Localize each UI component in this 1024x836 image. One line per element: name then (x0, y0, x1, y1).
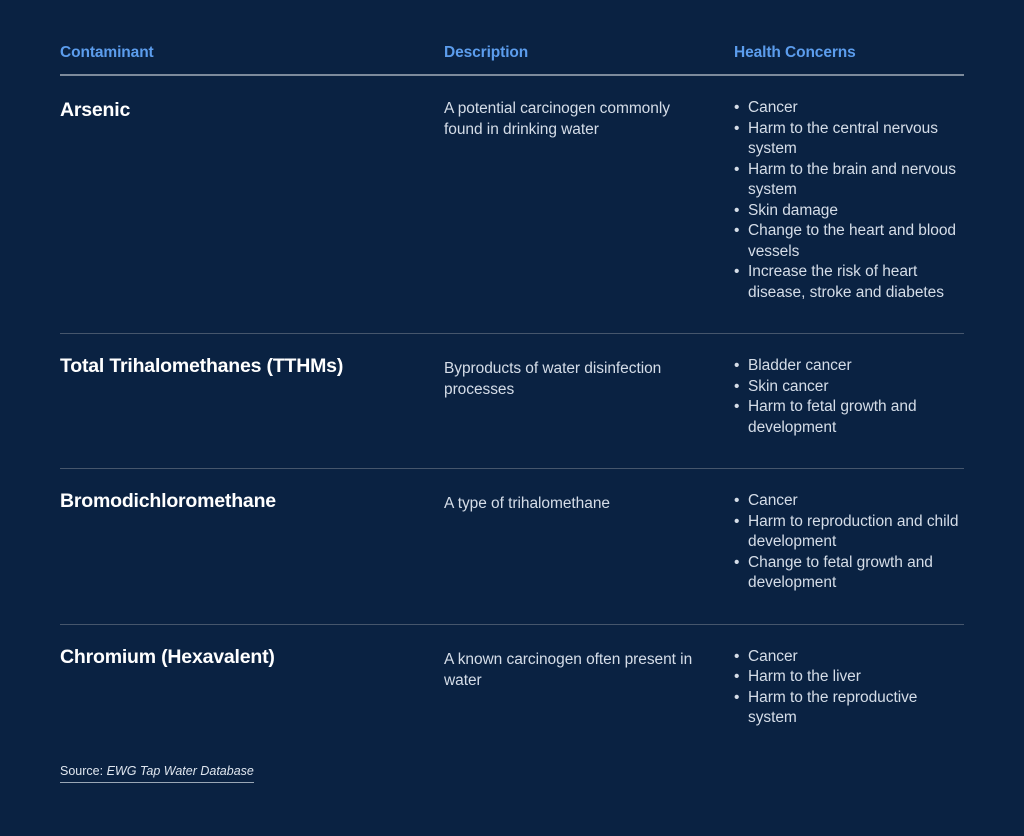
table-row (60, 334, 964, 469)
source-label: Source: (60, 764, 104, 778)
list-item (734, 491, 964, 512)
bullet-icon: • (734, 647, 740, 665)
list-item-label: Skin damage (748, 201, 838, 219)
list-item-label: Change to fetal growth and development (748, 553, 933, 591)
bullet-icon: • (734, 201, 740, 219)
bullet-icon: • (734, 263, 740, 280)
column-header-health-concerns: Health Concerns (730, 44, 964, 75)
cell-health-concerns (730, 334, 964, 469)
bullet-icon: • (734, 492, 740, 509)
health-concerns-list (734, 356, 964, 438)
health-concerns-list (734, 98, 964, 303)
list-item (734, 688, 964, 729)
list-item-label: Cancer (748, 647, 798, 665)
list-item (734, 356, 964, 377)
cell-description (442, 624, 730, 759)
bullet-icon: • (734, 357, 740, 374)
health-concerns-list (734, 647, 964, 729)
contaminant-name: Total Trihalomethanes (TTHMs) (60, 355, 344, 377)
list-item-label: Harm to the brain and nervous system (748, 160, 956, 198)
cell-health-concerns (730, 469, 964, 625)
contaminant-name: Bromodichloromethane (60, 490, 276, 512)
table-row (60, 75, 964, 334)
table-row (60, 624, 964, 759)
bullet-icon: • (734, 553, 740, 571)
description-text: A type of trihalomethane (444, 495, 610, 512)
list-item-label: Skin cancer (748, 377, 829, 395)
bullet-icon: • (734, 688, 740, 706)
list-item (734, 512, 964, 553)
description-text: A known carcinogen often present in water (444, 650, 693, 689)
bullet-icon: • (734, 377, 740, 395)
cell-contaminant (60, 469, 442, 625)
bullet-icon: • (734, 512, 740, 530)
cell-description (442, 334, 730, 469)
cell-contaminant (60, 624, 442, 759)
list-item-label: Change to the heart and blood vessels (748, 222, 956, 260)
table-container (60, 44, 964, 759)
list-item (734, 160, 964, 201)
column-header-contaminant: Contaminant (60, 44, 442, 75)
list-item (734, 667, 964, 688)
source-note (60, 763, 254, 783)
health-concerns-list (734, 491, 964, 594)
bullet-icon: • (734, 160, 740, 178)
list-item (734, 397, 964, 438)
bullet-icon: • (734, 99, 740, 116)
cell-description (442, 469, 730, 625)
list-item-label: Harm to the liver (748, 668, 861, 685)
bullet-icon: • (734, 668, 740, 685)
source-link[interactable]: EWG Tap Water Database (106, 764, 254, 778)
list-item (734, 377, 964, 398)
list-item-label: Cancer (748, 99, 798, 116)
list-item-label: Bladder cancer (748, 357, 852, 374)
bullet-icon: • (734, 398, 740, 415)
description-text: Byproducts of water disinfection processes (444, 360, 662, 398)
list-item-label: Harm to fetal growth and development (748, 398, 917, 436)
list-item (734, 201, 964, 222)
table-body (60, 75, 964, 759)
cell-health-concerns (730, 624, 964, 759)
bullet-icon: • (734, 119, 740, 137)
contaminant-name: Chromium (Hexavalent) (60, 645, 275, 668)
table-row (60, 469, 964, 625)
list-item-label: Harm to reproduction and child development (748, 512, 959, 550)
list-item (734, 647, 964, 668)
cell-description (442, 75, 730, 334)
list-item-label: Increase the risk of heart disease, stroke and diabetes (748, 263, 944, 301)
contaminants-table (60, 44, 964, 759)
list-item (734, 98, 964, 119)
list-item (734, 262, 964, 303)
cell-contaminant (60, 334, 442, 469)
description-text: A potential carcinogen commonly found in drinking water (444, 100, 670, 138)
list-item-label: Cancer (748, 492, 798, 509)
table-header (60, 44, 964, 75)
list-item-label: Harm to the central nervous system (748, 119, 938, 157)
list-item (734, 553, 964, 594)
list-item (734, 221, 964, 262)
list-item (734, 119, 964, 160)
cell-contaminant (60, 75, 442, 334)
cell-health-concerns (730, 75, 964, 334)
contaminant-name: Arsenic (60, 99, 131, 121)
table-header-row (60, 44, 964, 75)
bullet-icon: • (734, 222, 740, 239)
list-item-label: Harm to the reproductive system (748, 688, 918, 726)
column-header-description: Description (442, 44, 730, 75)
